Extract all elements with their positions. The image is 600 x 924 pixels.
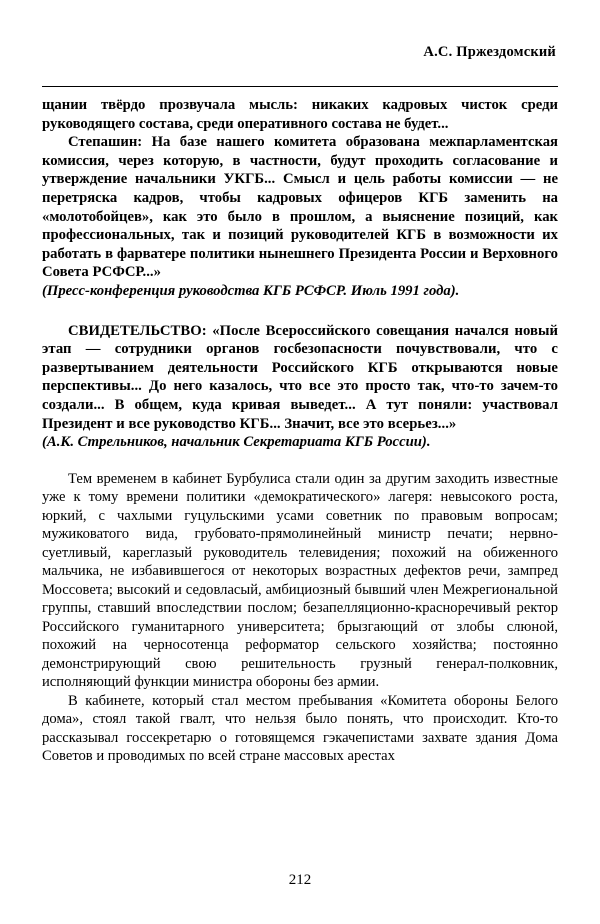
running-head-author: А.С. Пржездомский: [423, 44, 556, 60]
paragraph-stepashin-source: (Пресс-конференция руководства КГБ РСФСР. Июль 1991 года).: [42, 282, 460, 299]
paragraph-narrative-office: В кабинете, который стал местом пребывания «Комитета обороны Белого дома», стоял такой гвалт, что нельзя было понять, что происходит. Кто-то рассказывал госсекретарю о готовящемся гэкачепистами захвате здания Дома Советов и проводимых по всей стране массовых арестах: [42, 692, 558, 765]
page-body: [42, 96, 558, 766]
paragraph-stepashin-quote: Степашин: На базе нашего комитета образована межпарламентская комиссия, через которую, в частности, будут проходить согласование и утверждение начальники УКГБ... Смысл и цель работы комиссии — не перетряска кадров, чтобы кадровых офицеров КГБ заменить на «молотобойцев», как это было в прошлом, а выяснение позиций, как профессиональных, так и позиций руководителей КГБ в возможности их работать в фарватере политики нынешнего Президента России и Верховного Совета РСФСР...»: [42, 134, 558, 281]
paragraph-continuation: щании твёрдо прозвучала мысль: никаких кадровых чисток среди руководящего состава, среди оперативного состава не будет...: [42, 97, 558, 132]
page-number: 212: [288, 872, 312, 888]
paragraph-testimony-source: (А.К. Стрельников, начальник Секретариата КГБ России).: [42, 434, 431, 451]
paragraph-narrative-politicians: Тем временем в кабинет Бурбулиса стали один за другим заходить известные уже к тому времени политики «демократического» лагеря: невысокого роста, юркий, с чахлыми гуцульскими усами советник по правовым вопросам; мужиковатого вида, грубовато-прямолинейный министр печати; нервно-суетливый, кареглазый руководитель телевидения; похожий на обиженного мальчика, не избавившегося от некоторых возрастных дефектов речи, зампред Моссовета; высокий и седовласый, амбициозный бывший член Межрегиональной группы, ставший впоследствии послом; безапелляционно-красноречивый ректор Российского гуманитарного университета; брызгающий от злобы слюной, похожий на черносотенца реформатор сельского хозяйства; постоянно демонстрирующий свою решительность грузный генерал-полковник, исполняющий функции министра обороны без армии.: [42, 470, 558, 691]
header-divider-rule: [42, 86, 558, 87]
paragraph-testimony: СВИДЕТЕЛЬСТВО: «После Всероссийского совещания начался новый этап — сотрудники органов госбезопасности почувствовали, что с развертыванием деятельности Российского КГБ открываются новые перспективы... До него казалось, что все это просто так, что-то зачем-то создали... В общем, куда кривая выведет... А тут поняли: участвовал Президент и все руководство КГБ... Значит, все это всерьез...»: [42, 322, 558, 432]
